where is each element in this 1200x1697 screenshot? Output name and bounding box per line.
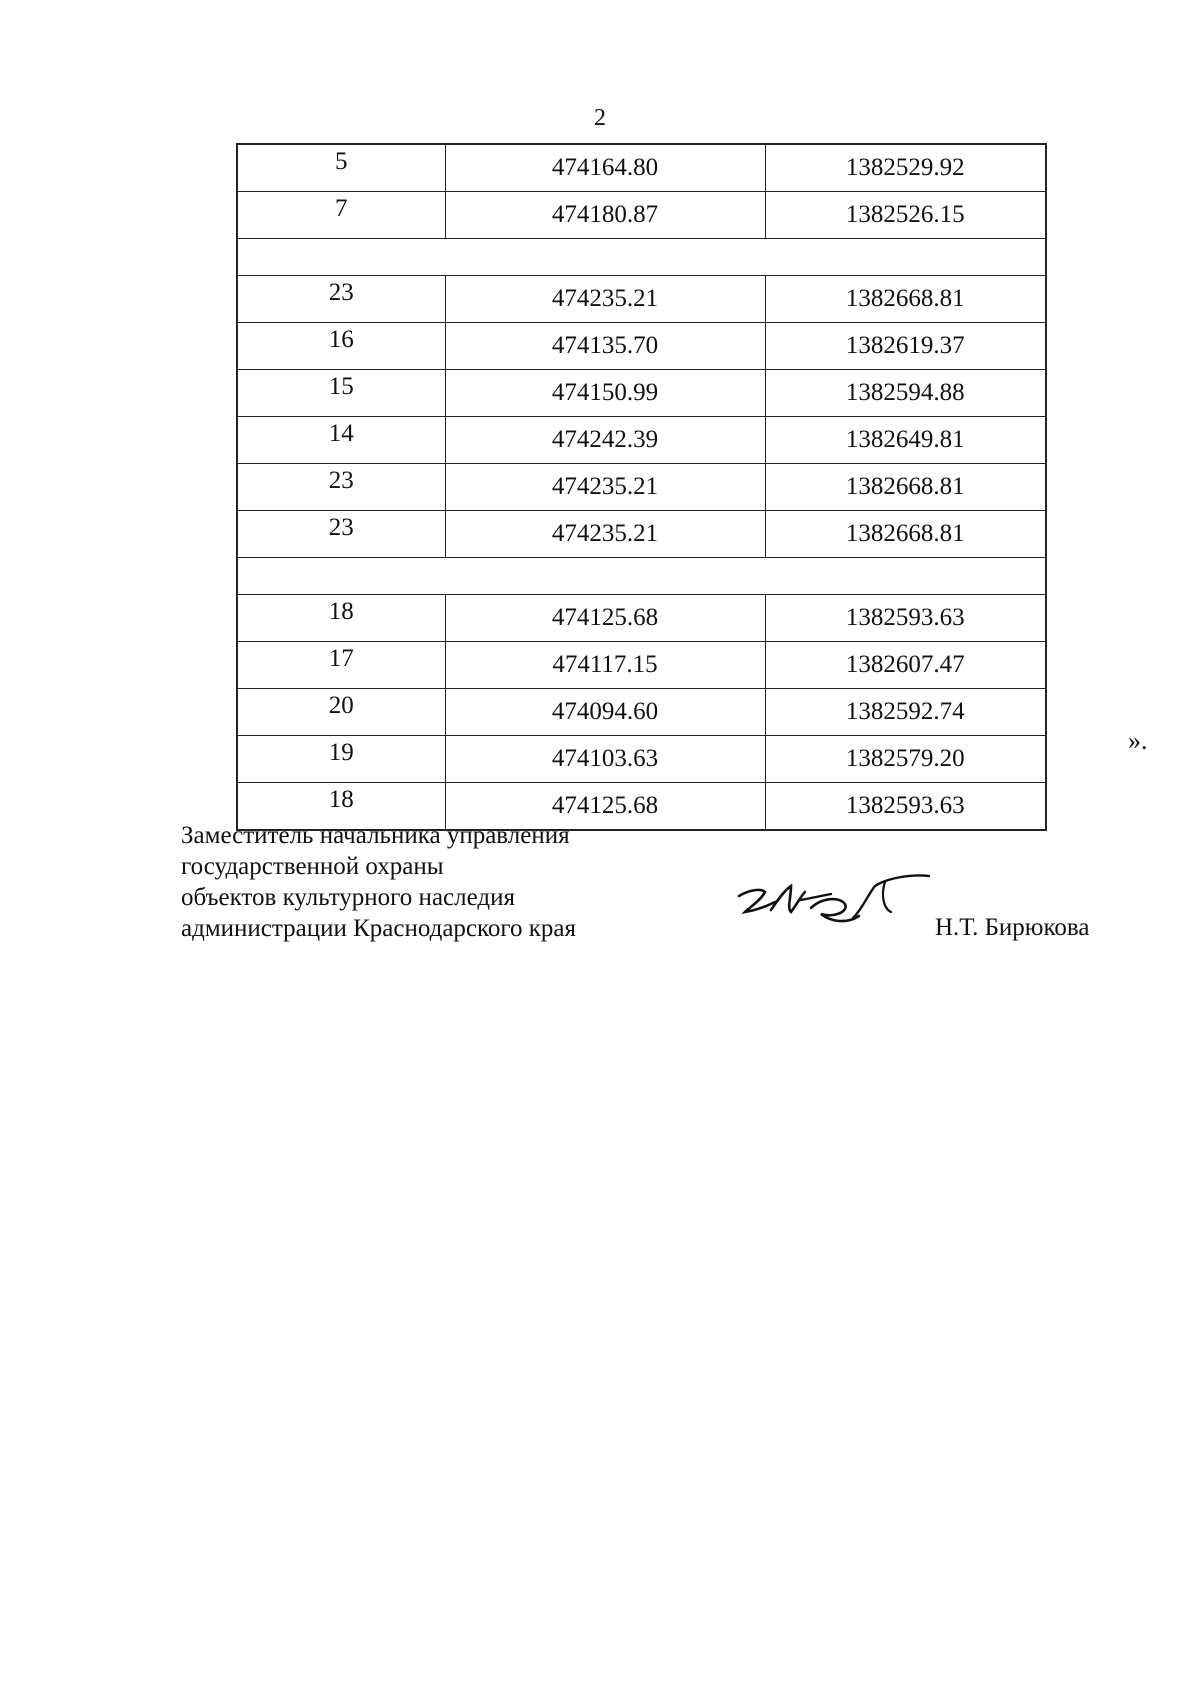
point-number-cell: 7 bbox=[237, 192, 445, 239]
point-number-cell: 23 bbox=[237, 464, 445, 511]
x-coordinate-cell: 474094.60 bbox=[445, 689, 765, 736]
signatory-position bbox=[181, 820, 576, 944]
x-coordinate-cell: 474180.87 bbox=[445, 192, 765, 239]
signer-name: Н.Т. Бирюкова bbox=[935, 914, 1090, 941]
x-coordinate-cell: 474103.63 bbox=[445, 736, 765, 783]
x-coordinate-cell: 474117.15 bbox=[445, 642, 765, 689]
point-number-cell: 18 bbox=[237, 783, 445, 831]
coordinates-table bbox=[236, 143, 1047, 831]
y-coordinate-cell: 1382649.81 bbox=[765, 417, 1046, 464]
y-coordinate-cell: 1382526.15 bbox=[765, 192, 1046, 239]
y-coordinate-cell: 1382529.92 bbox=[765, 144, 1046, 192]
y-coordinate-cell: 1382607.47 bbox=[765, 642, 1046, 689]
table-row bbox=[237, 595, 1046, 642]
position-line: администрации Краснодарского края bbox=[181, 915, 577, 942]
closing-quote: ». bbox=[1128, 726, 1148, 755]
position-line: государственной охраны bbox=[181, 853, 444, 880]
page-number: 2 bbox=[594, 105, 606, 131]
separator-cell bbox=[237, 558, 1046, 595]
point-number-cell: 18 bbox=[237, 595, 445, 642]
x-coordinate-cell: 474125.68 bbox=[445, 783, 765, 831]
table-row bbox=[237, 144, 1046, 192]
point-number-cell: 17 bbox=[237, 642, 445, 689]
table-row bbox=[237, 464, 1046, 511]
y-coordinate-cell: 1382593.63 bbox=[765, 783, 1046, 831]
table-row bbox=[237, 276, 1046, 323]
point-number-cell: 16 bbox=[237, 323, 445, 370]
x-coordinate-cell: 474164.80 bbox=[445, 144, 765, 192]
position-line: Заместитель начальника управления bbox=[181, 822, 570, 849]
table-separator-row bbox=[237, 558, 1046, 595]
x-coordinate-cell: 474150.99 bbox=[445, 370, 765, 417]
point-number-cell: 23 bbox=[237, 276, 445, 323]
x-coordinate-cell: 474235.21 bbox=[445, 464, 765, 511]
table-separator-row bbox=[237, 239, 1046, 276]
point-number-cell: 14 bbox=[237, 417, 445, 464]
y-coordinate-cell: 1382593.63 bbox=[765, 595, 1046, 642]
y-coordinate-cell: 1382668.81 bbox=[765, 511, 1046, 558]
table-row bbox=[237, 323, 1046, 370]
point-number-cell: 20 bbox=[237, 689, 445, 736]
y-coordinate-cell: 1382579.20 bbox=[765, 736, 1046, 783]
y-coordinate-cell: 1382592.74 bbox=[765, 689, 1046, 736]
y-coordinate-cell: 1382668.81 bbox=[765, 464, 1046, 511]
point-number-cell: 5 bbox=[237, 144, 445, 192]
x-coordinate-cell: 474235.21 bbox=[445, 511, 765, 558]
position-line: объектов культурного наследия bbox=[181, 884, 515, 911]
y-coordinate-cell: 1382619.37 bbox=[765, 323, 1046, 370]
table-row bbox=[237, 417, 1046, 464]
table-row bbox=[237, 736, 1046, 783]
point-number-cell: 19 bbox=[237, 736, 445, 783]
y-coordinate-cell: 1382594.88 bbox=[765, 370, 1046, 417]
x-coordinate-cell: 474235.21 bbox=[445, 276, 765, 323]
x-coordinate-cell: 474125.68 bbox=[445, 595, 765, 642]
separator-cell bbox=[237, 239, 1046, 276]
y-coordinate-cell: 1382668.81 bbox=[765, 276, 1046, 323]
table-row bbox=[237, 511, 1046, 558]
point-number-cell: 15 bbox=[237, 370, 445, 417]
handwritten-signature bbox=[735, 870, 945, 940]
table-row bbox=[237, 192, 1046, 239]
table-row bbox=[237, 642, 1046, 689]
table-row bbox=[237, 689, 1046, 736]
x-coordinate-cell: 474135.70 bbox=[445, 323, 765, 370]
table-row bbox=[237, 370, 1046, 417]
x-coordinate-cell: 474242.39 bbox=[445, 417, 765, 464]
point-number-cell: 23 bbox=[237, 511, 445, 558]
